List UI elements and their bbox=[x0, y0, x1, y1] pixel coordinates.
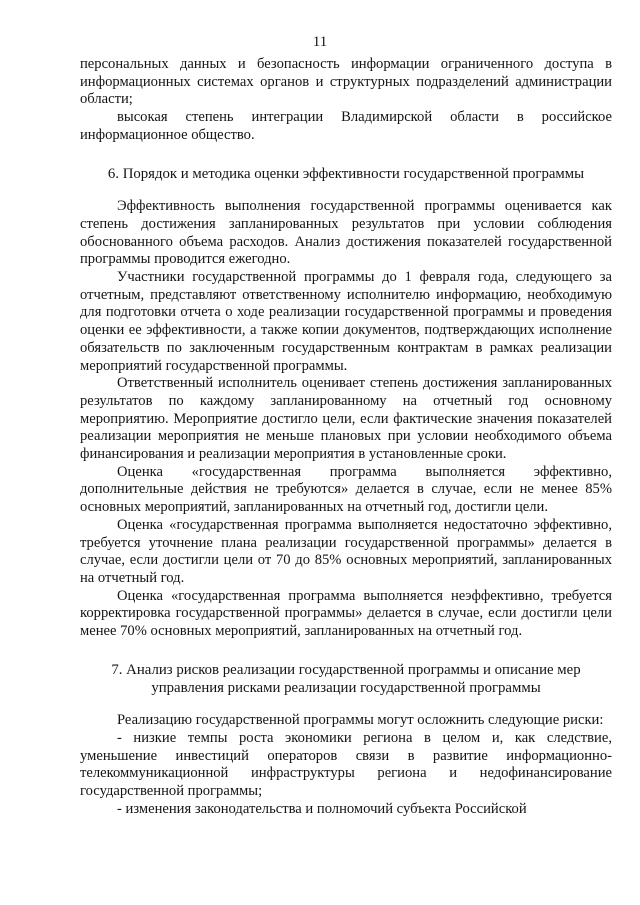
paragraph: Оценка «государственная программа выполняется неэффективно, требуется корректировка государственной программы» делается в случае, если достигли цели менее 70% основных мероприятий, запланированных на отчетный год. bbox=[80, 587, 612, 640]
page-number: 11 bbox=[312, 34, 328, 50]
paragraph: Участники государственной программы до 1 февраля года, следующего за отчетным, представляют ответственному исполнителю информацию, необходимую для подготовки отчета о ходе реализации государственной программы и проведения оценки ее эффективности, а также копии документов, подтверждающих исполнение обязательств по заключенным государственным контрактам в рамках реализации мероприятий государственной программы. bbox=[80, 269, 612, 374]
paragraph: Оценка «государственная программа выполняется эффективно, дополнительные действия не требуются» делается в случае, если не менее 85% основных мероприятий, запланированных на отчетный год, достигли цели. bbox=[80, 463, 612, 516]
paragraph: персональных данных и безопасность информации ограниченного доступа в информационных системах органов и структурных подразделений администрации области; bbox=[80, 56, 612, 108]
list-item: - низкие темпы роста экономики региона в целом и, как следствие, уменьшение инвестиций операторов связи в развитие информационно-телекоммуникационной инфраструктуры региона и недофинансирование государственной программы; bbox=[80, 729, 612, 800]
paragraph: Эффективность выполнения государственной программы оценивается как степень достижения запланированных результатов при условии соблюдения обоснованного объема расходов. Анализ достижения показателей государственной программы проводится ежегодно. bbox=[80, 198, 612, 268]
paragraph: Реализацию государственной программы могут осложнить следующие риски: bbox=[117, 712, 604, 729]
document-body bbox=[80, 56, 612, 818]
section-6-heading: 6. Порядок и методика оценки эффективности государственной программы bbox=[107, 165, 585, 182]
paragraph: Оценка «государственная программа выполняется недостаточно эффективно, требуется уточнение плана реализации государственной программы» делается в случае, если достигли цели от 70 до 85% основных мероприятий, запланированных на отчетный год. bbox=[80, 516, 612, 586]
paragraph: высокая степень интеграции Владимирской области в российское информационное общество. bbox=[80, 109, 612, 143]
section-7-heading bbox=[80, 662, 612, 697]
list-item: - изменения законодательства и полномочий субъекта Российской bbox=[117, 800, 527, 817]
paragraph: Ответственный исполнитель оценивает степень достижения запланированных результатов по каждому запланированному на отчетный год основному мероприятию. Мероприятие достигло цели, если фактические значения показателей реализации мероприятия не меньше плановых при условии необходимого объема финансирования и реализации мероприятия в установленные сроки. bbox=[80, 375, 612, 463]
section-7-heading-line1: 7. Анализ рисков реализации государственной программы и описание мер bbox=[111, 661, 581, 678]
section-7-heading-line2: управления рисками реализации государственной программы bbox=[151, 679, 541, 696]
